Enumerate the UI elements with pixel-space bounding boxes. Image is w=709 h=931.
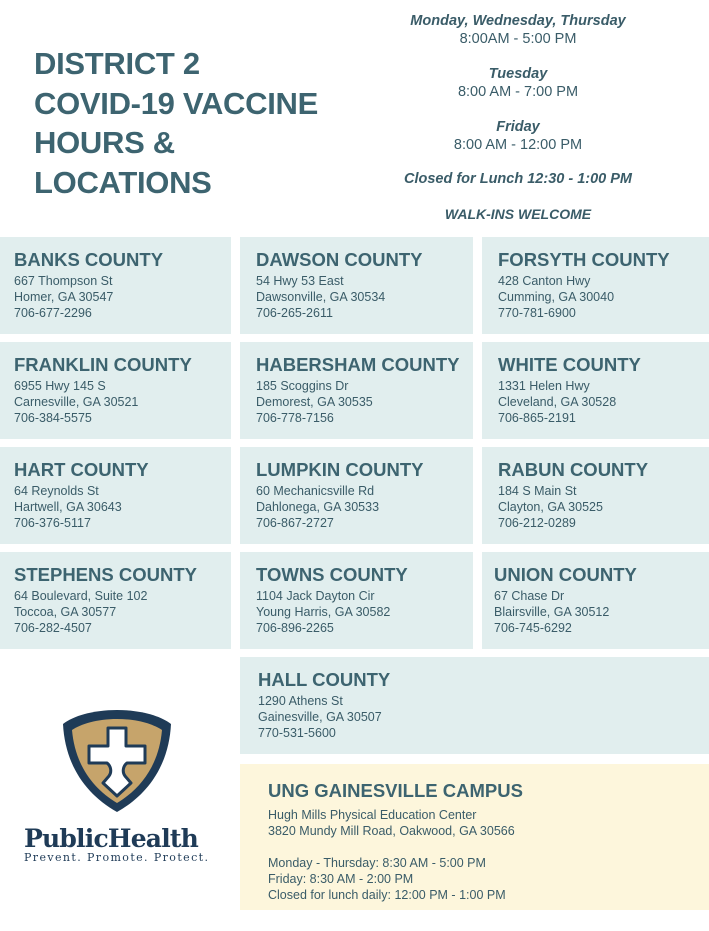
county-phone: 770-781-6900 xyxy=(498,305,576,320)
county-name: RABUN COUNTY xyxy=(498,459,649,480)
county-name: LUMPKIN COUNTY xyxy=(256,459,424,480)
county-name: WHITE COUNTY xyxy=(498,354,641,375)
county-name: HALL COUNTY xyxy=(258,669,391,690)
logo-tagline: Prevent. Promote. Protect. xyxy=(24,851,210,864)
county-card-hall xyxy=(240,657,709,754)
county-phone: 706-867-2727 xyxy=(256,515,334,530)
county-city: Cleveland, GA 30528 xyxy=(498,394,617,409)
county-card-habersham xyxy=(240,342,473,439)
ung-campus-card xyxy=(240,764,709,910)
county-address: 64 Boulevard, Suite 102 xyxy=(14,589,148,603)
hours-time-friday: 8:00 AM - 12:00 PM xyxy=(453,137,583,153)
county-name: DAWSON COUNTY xyxy=(256,249,423,270)
county-card-stephens xyxy=(0,552,231,649)
ung-hours-friday: Friday: 8:30 AM - 2:00 PM xyxy=(268,872,414,886)
title-line-4: LOCATIONS xyxy=(34,164,212,200)
hours-day-friday: Friday xyxy=(496,119,540,135)
county-city: Clayton, GA 30525 xyxy=(498,499,603,514)
county-address: 184 S Main St xyxy=(498,484,577,498)
county-card-hart xyxy=(0,447,231,544)
county-phone: 706-212-0289 xyxy=(498,515,576,530)
ung-lunch-note: Closed for lunch daily: 12:00 PM - 1:00 PM xyxy=(268,888,506,902)
county-city: Carnesville, GA 30521 xyxy=(14,394,139,409)
public-health-logo xyxy=(24,706,212,864)
ung-building: Hugh Mills Physical Education Center xyxy=(268,808,477,822)
county-address: 6955 Hwy 145 S xyxy=(14,379,106,393)
lunch-closure-note: Closed for Lunch 12:30 - 1:00 PM xyxy=(403,171,633,187)
hours-day-mwth: Monday, Wednesday, Thursday xyxy=(410,13,626,29)
county-city: Dawsonville, GA 30534 xyxy=(256,289,386,304)
county-city: Young Harris, GA 30582 xyxy=(256,604,391,619)
county-card-banks xyxy=(0,237,231,334)
county-card-franklin xyxy=(0,342,231,439)
county-city: Demorest, GA 30535 xyxy=(256,394,373,409)
county-name: BANKS COUNTY xyxy=(14,249,164,270)
county-address: 1104 Jack Dayton Cir xyxy=(256,589,375,603)
county-city: Hartwell, GA 30643 xyxy=(14,499,122,514)
county-card-white xyxy=(482,342,709,439)
county-city: Toccoa, GA 30577 xyxy=(14,604,117,619)
county-address: 667 Thompson St xyxy=(14,274,113,288)
county-address: 60 Mechanicsville Rd xyxy=(256,484,375,498)
county-name: HABERSHAM COUNTY xyxy=(256,354,460,375)
county-city: Gainesville, GA 30507 xyxy=(258,709,382,724)
county-card-forsyth xyxy=(482,237,709,334)
logo-brand-text: PublicHealth xyxy=(24,824,199,853)
county-city: Dahlonega, GA 30533 xyxy=(256,499,380,514)
county-phone: 706-677-2296 xyxy=(14,305,92,320)
county-card-rabun xyxy=(482,447,709,544)
county-phone: 706-745-6292 xyxy=(494,620,572,635)
ung-campus-name: UNG GAINESVILLE CAMPUS xyxy=(268,780,523,801)
county-name: FRANKLIN COUNTY xyxy=(14,354,192,375)
title-line-3: HOURS & xyxy=(34,125,175,160)
county-address: 1331 Helen Hwy xyxy=(498,379,590,393)
county-name: STEPHENS COUNTY xyxy=(14,564,197,585)
county-address: 185 Scoggins Dr xyxy=(256,379,349,393)
county-phone: 706-778-7156 xyxy=(256,410,334,425)
county-phone: 706-376-5117 xyxy=(14,515,91,530)
title-line-2: COVID-19 VACCINE xyxy=(34,85,319,121)
county-card-dawson xyxy=(240,237,473,334)
county-phone: 706-896-2265 xyxy=(256,620,334,635)
hours-block xyxy=(384,12,652,222)
county-address: 428 Canton Hwy xyxy=(498,274,591,288)
hours-time-tuesday: 8:00 AM - 7:00 PM xyxy=(457,84,579,100)
county-phone: 706-384-5575 xyxy=(14,410,92,425)
county-phone: 770-531-5600 xyxy=(258,725,336,740)
county-name: TOWNS COUNTY xyxy=(256,564,408,585)
ung-hours-weekday: Monday - Thursday: 8:30 AM - 5:00 PM xyxy=(268,856,486,870)
hours-day-tuesday: Tuesday xyxy=(488,66,548,82)
county-address: 64 Reynolds St xyxy=(14,484,99,498)
county-name: FORSYTH COUNTY xyxy=(498,249,670,270)
hours-time-mwth: 8:00AM - 5:00 PM xyxy=(459,31,577,47)
county-phone: 706-282-4507 xyxy=(14,620,92,635)
title-line-1: DISTRICT 2 xyxy=(34,46,200,81)
page-title xyxy=(34,44,318,202)
shield-cross-icon xyxy=(59,706,175,816)
county-card-lumpkin xyxy=(240,447,473,544)
county-city: Blairsville, GA 30512 xyxy=(494,604,610,619)
county-city: Homer, GA 30547 xyxy=(14,289,114,304)
county-name: UNION COUNTY xyxy=(494,564,637,585)
county-name: HART COUNTY xyxy=(14,459,149,480)
county-card-towns xyxy=(240,552,473,649)
walk-ins-note: WALK-INS WELCOME xyxy=(444,206,592,222)
county-card-union xyxy=(482,552,709,649)
county-address: 67 Chase Dr xyxy=(494,589,565,603)
county-phone: 706-265-2611 xyxy=(256,305,333,320)
county-address: 54 Hwy 53 East xyxy=(256,274,344,288)
county-address: 1290 Athens St xyxy=(258,694,343,708)
ung-address: 3820 Mundy Mill Road, Oakwood, GA 30566 xyxy=(268,824,515,838)
county-phone: 706-865-2191 xyxy=(498,410,576,425)
county-city: Cumming, GA 30040 xyxy=(498,289,615,304)
